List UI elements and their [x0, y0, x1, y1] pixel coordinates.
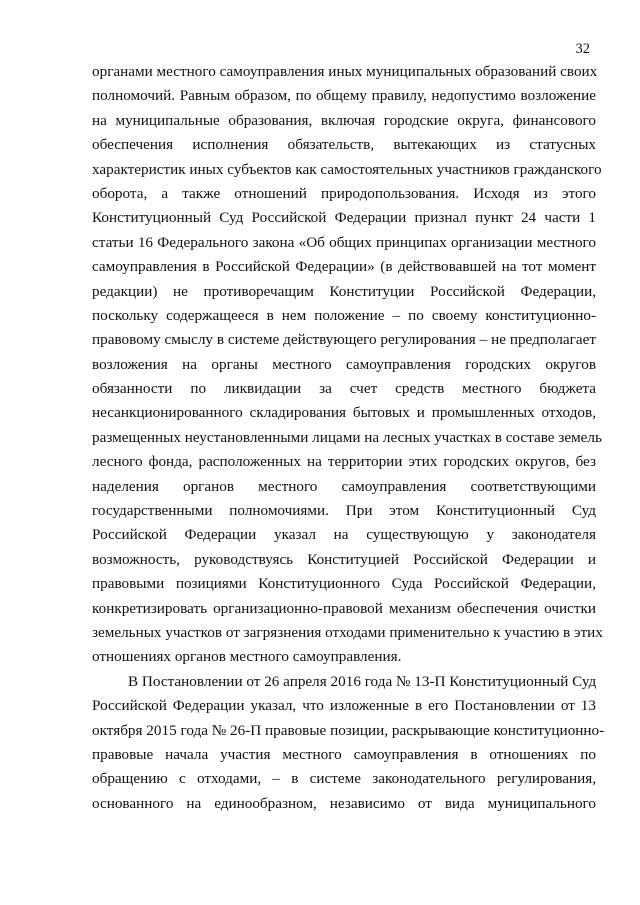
text-line: обеспечения исполнения обязательств, вытекающих из статусных: [92, 136, 596, 154]
text-line: органами местного самоуправления иных муниципальных образований своих: [92, 63, 598, 80]
text-line: отношениях органов местного самоуправления.: [92, 648, 402, 666]
text-line: наделения органов местного самоуправления соответствующими: [92, 477, 596, 495]
text-line: на муниципальные образования, включая городские округа, финансового: [92, 111, 596, 129]
text-line: обращению с отходами, – в системе законодательного регулирования,: [92, 770, 596, 788]
text-line: Конституционный Суд Российской Федерации признал пункт 24 части 1: [92, 209, 596, 227]
text-line: правовые начала участия местного самоуправления в отношениях по: [92, 745, 596, 763]
text-line: поскольку содержащееся в нем положение – по своему конституционно-: [92, 306, 596, 324]
text-line: основанного на единообразном, независимо от вида муниципального: [92, 794, 596, 812]
text-line: обязанности по ликвидации за счет средств местного бюджета: [92, 380, 596, 398]
text-line: возможность, руководствуясь Конституцией Российской Федерации и: [92, 550, 596, 568]
text-line: В Постановлении от 26 апреля 2016 года № 13-П Конституционный Суд: [128, 672, 597, 690]
text-line: октября 2015 года № 26-П правовые позиции, раскрывающие конституционно-: [92, 721, 605, 739]
text-line: правовыми позициями Конституционного Суда Российской Федерации,: [92, 575, 596, 593]
text-line: Российской Федерации указал на существующую у законодателя: [92, 526, 596, 544]
text-line: конкретизировать организационно-правовой механизм обеспечения очистки: [92, 599, 596, 617]
text-line: земельных участков от загрязнения отходами применительно к участию в этих: [92, 623, 603, 641]
page-number: 32: [575, 41, 590, 57]
text-line: характеристик иных субъектов как самостоятельных участников гражданского: [92, 160, 602, 178]
text-line: полномочий. Равным образом, по общему правилу, недопустимо возложение: [92, 87, 596, 105]
text-line: лесного фонда, расположенных на территории этих городских округов, без: [92, 453, 596, 471]
text-line: государственными полномочиями. При этом Конституционный Суд: [92, 502, 596, 520]
text-line: возложения на органы местного самоуправления городских округов: [92, 355, 596, 373]
paragraph: [92, 670, 605, 816]
paragraph: [92, 60, 603, 670]
text-line: редакции) не противоречащим Конституции Российской Федерации,: [92, 282, 596, 300]
document-body: [92, 60, 605, 816]
text-line: размещенных неустановленными лицами на лесных участках в составе земель: [92, 428, 602, 446]
text-line: статьи 16 Федерального закона «Об общих принципах организации местного: [92, 233, 596, 251]
text-line: несанкционированного складирования бытовых и промышленных отходов,: [92, 404, 596, 422]
text-line: правовому смыслу в системе действующего регулирования – не предполагает: [92, 331, 596, 349]
text-line: оборота, а также отношений природопользования. Исходя из этого: [92, 184, 596, 202]
text-line: Российской Федерации указал, что изложенные в его Постановлении от 13: [92, 697, 596, 715]
text-line: самоуправления в Российской Федерации» (в действовавшей на тот момент: [92, 258, 596, 276]
